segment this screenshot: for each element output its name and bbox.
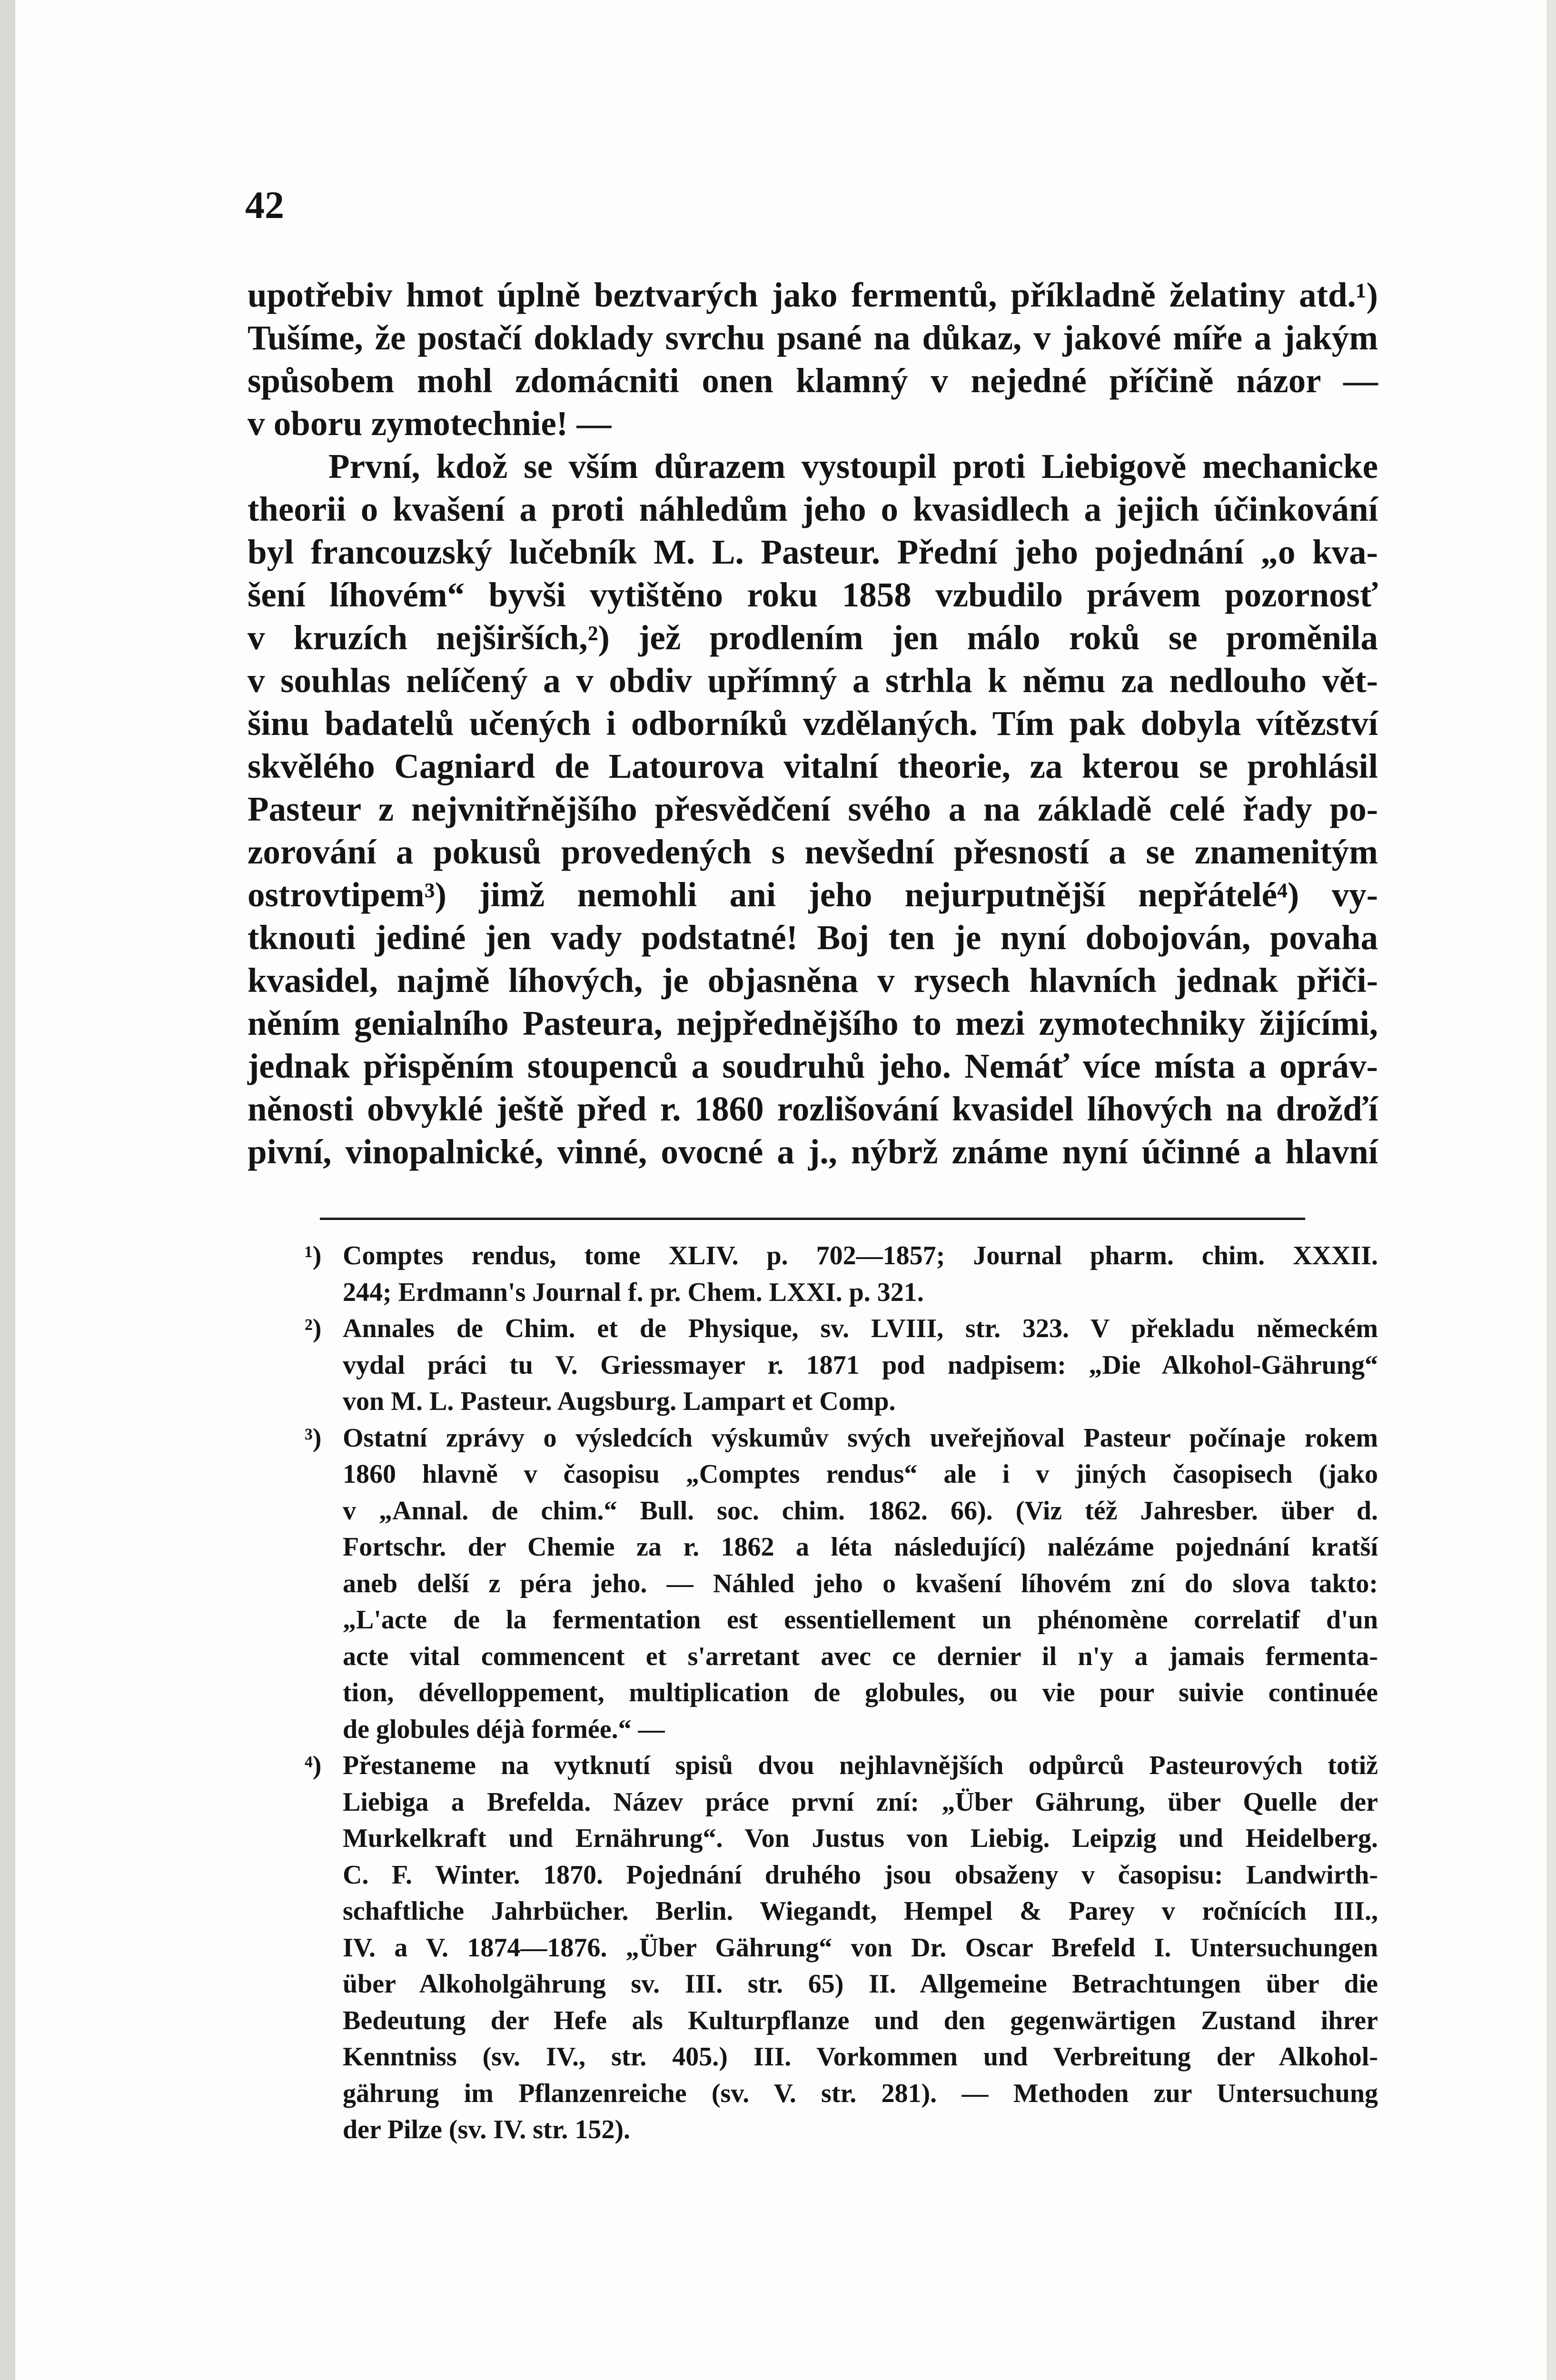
footnote-marker: ²) — [305, 1314, 322, 1343]
body-line: zorování a pokusů provedených s nevšední přesností a se znamenitým — [248, 833, 1378, 871]
footnote-marker: ⁴) — [305, 1751, 322, 1780]
body-line: v oboru zymotechnie! — — [248, 404, 612, 443]
footnote-line: Kenntniss (sv. IV., str. 405.) III. Vorkommen und Verbreitung der Alkohol- — [343, 2042, 1378, 2072]
body-line: Pasteur z nejvnitřnějšího přesvědčení svého a na základě celé řady po- — [248, 790, 1378, 828]
body-line: šení líhovém“ byvši vytištěno roku 1858 vzbudilo právem pozornosť — [248, 575, 1378, 614]
body-line: šinu badatelů učených i odborníků vzdělaných. Tím pak dobyla vítězství — [248, 704, 1378, 743]
footnote-line: „L'acte de la fermentation est essentiellement un phénomène correlatif d'un — [343, 1605, 1378, 1635]
footnote-line: Ostatní zprávy o výsledcích výskumův svých uveřejňoval Pasteur počínaje rokem — [343, 1423, 1378, 1453]
footnote-line: der Pilze (sv. IV. str. 152). — [343, 2115, 631, 2144]
scan-edge-right — [1546, 0, 1556, 2380]
footnote-line: Comptes rendus, tome XLIV. p. 702—1857; Journal pharm. chim. XXXII. — [343, 1241, 1378, 1270]
body-line: v kruzích nejširších,²) jež prodlením jen málo roků se proměnila — [248, 618, 1378, 657]
footnote-line: v „Annal. de chim.“ Bull. soc. chim. 1862. 66). (Viz též Jahresber. über d. — [343, 1496, 1378, 1526]
footnote-line: acte vital commencent et s'arretant avec ce dernier il n'y a jamais fermenta- — [343, 1641, 1378, 1671]
body-line: kvasidel, najmě líhových, je objasněna v rysech hlavních jednak přiči- — [248, 961, 1378, 1000]
footnote-divider — [320, 1218, 1305, 1220]
body-line: tknouti jediné jen vady podstatné! Boj ten je nyní dobojován, povaha — [248, 918, 1378, 957]
footnotes — [248, 1238, 1378, 2148]
body-line: spůsobem mohl zdomácniti onen klamný v nejedné příčině názor — — [248, 361, 1378, 400]
body-line: byl francouzský lučebník M. L. Pasteur. Přední jeho pojednání „o kva- — [248, 533, 1378, 571]
footnote — [248, 1420, 1378, 1748]
footnote-line: 244; Erdmann's Journal f. pr. Chem. LXXI. p. 321. — [343, 1277, 924, 1307]
footnote-line: de globules déjà formée.“ — — [343, 1714, 665, 1744]
footnote-line: von M. L. Pasteur. Augsburg. Lampart et Comp. — [343, 1387, 896, 1416]
body-line: ostrovtipem³) jimž nemohli ani jeho nejurputnější nepřátelé⁴) vy- — [248, 875, 1378, 914]
footnote-line: tion, dévelloppement, multiplication de globules, ou vie pour suivie continuée — [343, 1678, 1378, 1707]
body-line: theorii o kvašení a proti náhledům jeho o kvasidlech a jejich účinkování — [248, 490, 1378, 528]
body-line: jednak přispěním stoupenců a soudruhů jeho. Nemáť více místa a opráv- — [248, 1047, 1378, 1085]
body-line: skvělého Cagniard de Latourova vitalní theorie, za kterou se prohlásil — [248, 747, 1378, 785]
footnote-line: gährung im Pflanzenreiche (sv. V. str. 281). — Methoden zur Untersuchung — [343, 2078, 1378, 2108]
footnote-line: Přestaneme na vytknutí spisů dvou nejhlavnějších odpůrců Pasteurových totiž — [343, 1751, 1378, 1780]
footnote-line: IV. a V. 1874—1876. „Über Gährung“ von Dr. Oscar Brefeld I. Untersuchungen — [343, 1933, 1378, 1963]
footnote-marker: ¹) — [305, 1241, 322, 1270]
footnote-line: Liebiga a Brefelda. Název práce první zní: „Über Gährung, über Quelle der — [343, 1787, 1378, 1817]
footnote-line: über Alkoholgährung sv. III. str. 65) II. Allgemeine Betrachtungen über die — [343, 1969, 1378, 1999]
body-line: něním genialního Pasteura, nejpřednějšího to mezi zymotechniky žijícími, — [248, 1004, 1378, 1042]
body-line: První, kdož se vším důrazem vystoupil proti Liebigově mechanicke — [328, 447, 1378, 486]
footnote-line: 1860 hlavně v časopisu „Comptes rendus“ ale i v jiných časopisech (jako — [343, 1459, 1378, 1489]
body-line: v souhlas nelíčený a v obdiv upřímný a strhla k němu za nedlouho vět- — [248, 661, 1378, 700]
page-number: 42 — [245, 183, 284, 227]
body-line: něnosti obvyklé ještě před r. 1860 rozlišování kvasidel líhových na drožďí — [248, 1090, 1378, 1128]
footnote-line: Annales de Chim. et de Physique, sv. LVIII, str. 323. V překladu německém — [343, 1314, 1378, 1343]
footnote-line: vydal práci tu V. Griessmayer r. 1871 pod nadpisem: „Die Alkohol-Gährung“ — [343, 1350, 1378, 1380]
footnote-line: aneb delší z péra jeho. — Náhled jeho o kvašení líhovém zní do slova takto: — [343, 1568, 1378, 1598]
footnote — [248, 1310, 1378, 1420]
scan-edge-left — [0, 0, 15, 2380]
footnote-line: schaftliche Jahrbücher. Berlin. Wiegandt, Hempel & Parey v ročnících III., — [343, 1896, 1378, 1926]
footnote-line: Fortschr. der Chemie za r. 1862 a léta následující) nalézáme pojednání kratší — [343, 1532, 1378, 1562]
footnote-line: Bedeutung der Hefe als Kulturpflanze und den gegenwärtigen Zustand ihrer — [343, 2005, 1378, 2035]
body-text — [248, 274, 1378, 1173]
footnote — [248, 1238, 1378, 1310]
body-line: upotřebiv hmot úplně beztvarých jako fermentů, příkladně želatiny atd.¹) — [248, 276, 1378, 314]
body-line: Tušíme, že postačí doklady svrchu psané na důkaz, v jakové míře a jakým — [248, 318, 1378, 357]
footnote-line: Murkelkraft und Ernährung“. Von Justus von Liebig. Leipzig und Heidelberg. — [343, 1824, 1378, 1853]
footnote-marker: ³) — [305, 1423, 322, 1453]
body-line: pivní, vinopalnické, vinné, ovocné a j., nýbrž známe nyní účinné a hlavní — [248, 1132, 1378, 1171]
footnote — [248, 1747, 1378, 2148]
footnote-line: C. F. Winter. 1870. Pojednání druhého jsou obsaženy v časopisu: Landwirth- — [343, 1860, 1378, 1890]
